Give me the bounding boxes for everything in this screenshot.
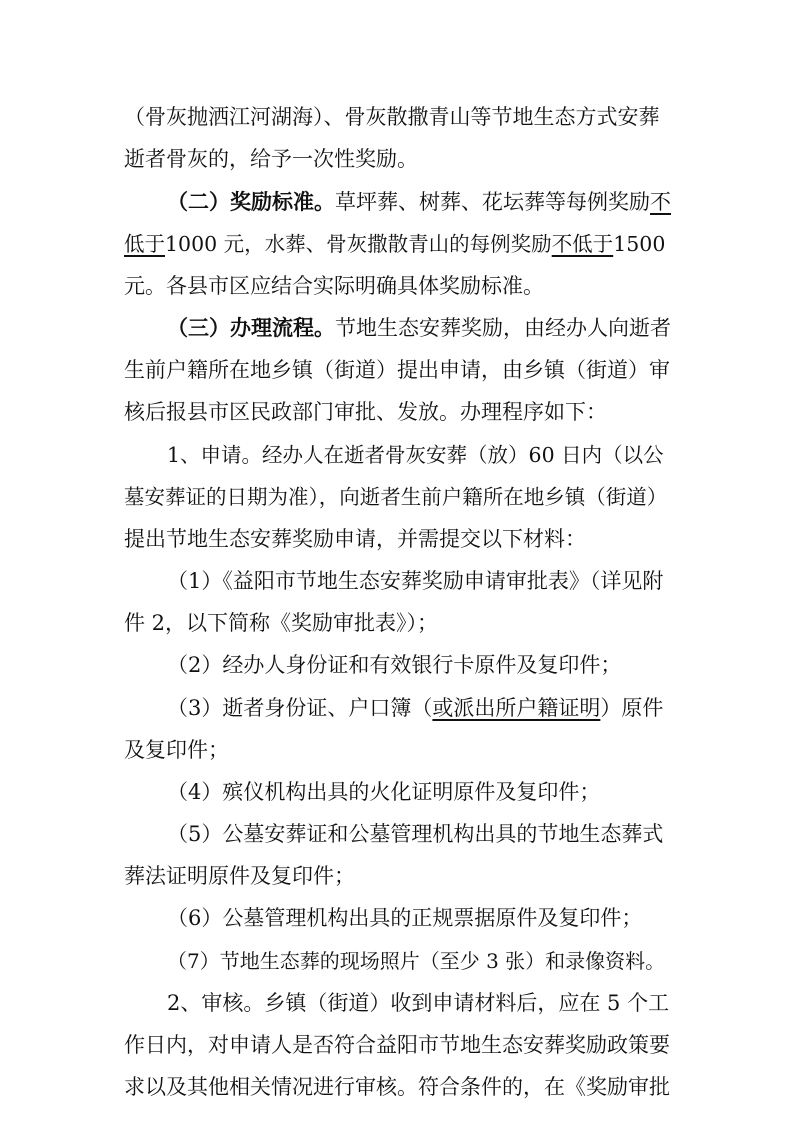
text-line <box>167 561 672 601</box>
text-line <box>124 350 672 390</box>
line-text: 核后报县市区民政部门审批、发放。办理程序如下： <box>124 400 607 424</box>
line-text: 逝者骨灰的，给予一次性奖励。 <box>124 147 418 171</box>
text-line <box>124 224 672 264</box>
line-text: 元。各县市区应结合实际明确具体奖励标准。 <box>124 274 544 298</box>
line-text: 1、申请。经办人在逝者骨灰安葬（放）60 日内（以公 <box>167 443 664 467</box>
line-text: （1）《益阳市节地生态安葬奖励申请审批表》（详见附 <box>167 569 664 593</box>
text-line <box>167 898 672 938</box>
line-text: 及复印件； <box>124 738 229 762</box>
text-line <box>167 688 672 728</box>
text-line <box>167 941 672 981</box>
line-text: （6）公墓管理机构出具的正规票据原件及复印件； <box>167 906 643 930</box>
line-text: （7）节地生态葬的现场照片（至少 3 张）和录像资料。 <box>167 949 666 973</box>
underlined-text: 或派出所户籍证明 <box>432 696 601 720</box>
line-text: 生前户籍所在地乡镇（街道）提出申请，由乡镇（街道）审 <box>124 358 670 382</box>
text-line <box>167 308 672 348</box>
text-line <box>124 1067 672 1107</box>
text-line <box>124 730 672 770</box>
text-line <box>124 266 672 306</box>
line-text: （3）逝者身份证、户口簿（ <box>167 696 433 720</box>
text-line <box>167 983 672 1023</box>
line-text: （骨灰抛洒江河湖海）、骨灰散撒青山等节地生态方式安葬 <box>124 105 660 129</box>
line-text: 1000 元，水葬、骨灰撒散青山的每例奖励 <box>165 232 552 256</box>
text-line <box>124 97 672 137</box>
line-text: 2、审核。乡镇（街道）收到申请材料后，应在 5 个工 <box>167 991 670 1015</box>
underlined-text: 低于 <box>124 232 165 256</box>
text-line <box>124 392 672 432</box>
line-text: 节地生态安葬奖励，由经办人向逝者 <box>335 316 671 340</box>
line-text: 1500 <box>613 232 666 256</box>
text-line <box>124 1025 672 1065</box>
text-line <box>124 139 672 179</box>
line-text: 件 2，以下简称《奖励审批表》）； <box>124 611 439 635</box>
line-text: （5）公墓安葬证和公墓管理机构出具的节地生态葬式 <box>167 822 664 846</box>
underlined-text: 不低于 <box>551 232 614 256</box>
text-line <box>124 477 672 517</box>
text-line <box>167 814 672 854</box>
text-line <box>167 645 672 685</box>
line-text: 墓安葬证的日期为准），向逝者生前户籍所在地乡镇（街道） <box>124 485 668 509</box>
line-text: 作日内，对申请人是否符合益阳市节地生态安葬奖励政策要 <box>124 1033 670 1057</box>
line-text: （4）殡仪机构出具的火化证明原件及复印件； <box>167 780 601 804</box>
text-line <box>124 603 672 643</box>
text-line <box>167 772 672 812</box>
text-line <box>124 856 672 896</box>
text-line <box>124 519 672 559</box>
line-text: 葬法证明原件及复印件； <box>124 864 355 888</box>
line-text: ）原件 <box>600 696 664 720</box>
line-text: 提出节地生态安葬奖励申请，并需提交以下材料： <box>124 527 586 551</box>
line-text: 求以及其他相关情况进行审核。符合条件的，在《奖励审批 <box>124 1075 670 1099</box>
line-text: （2）经办人身份证和有效银行卡原件及复印件； <box>167 653 622 677</box>
section-heading: （二）奖励标准。 <box>167 189 335 214</box>
underlined-text: 不 <box>650 190 671 214</box>
text-line <box>167 182 672 222</box>
section-heading: （三）办理流程。 <box>167 315 335 340</box>
line-text: 草坪葬、树葬、花坛葬等每例奖励 <box>335 190 650 214</box>
text-line <box>167 435 672 475</box>
